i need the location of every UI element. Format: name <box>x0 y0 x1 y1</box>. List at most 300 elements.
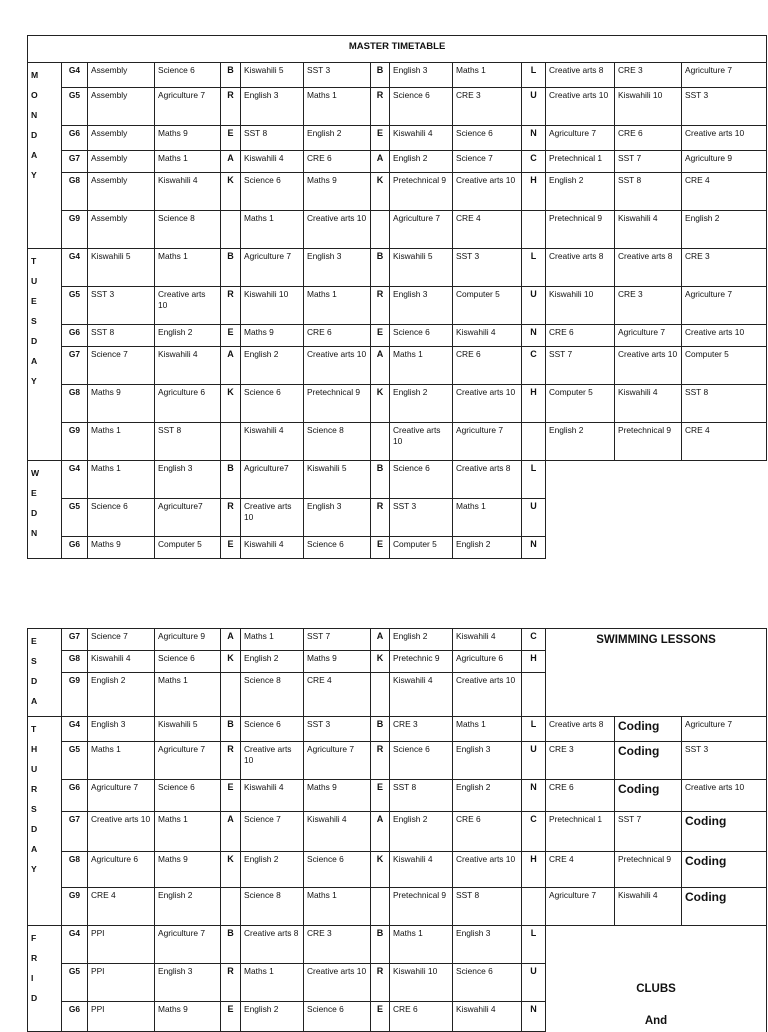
lesson-cell: Kiswahili 4 <box>390 852 453 888</box>
lesson-cell: Science 6 <box>304 852 371 888</box>
lesson-cell: Kiswahili 4 <box>390 673 453 717</box>
timetable-row <box>28 461 767 499</box>
master-timetable-part-1 <box>27 35 767 559</box>
lesson-cell: English 2 <box>390 151 453 173</box>
day-label: E S D A <box>28 629 62 717</box>
lesson-cell: Creative arts 10 <box>682 325 767 347</box>
break-letter-cell: C <box>522 151 546 173</box>
lesson-cell: SST 8 <box>155 423 221 461</box>
break-letter-cell <box>221 423 241 461</box>
break-letter-cell: E <box>221 537 241 559</box>
lesson-cell: Creative arts 8 <box>546 717 615 742</box>
break-letter-cell: R <box>221 742 241 780</box>
lesson-cell: Maths 9 <box>304 173 371 211</box>
break-letter-cell: H <box>522 385 546 423</box>
lesson-cell: Science 6 <box>390 325 453 347</box>
lesson-cell: Kiswahili 4 <box>241 423 304 461</box>
lesson-cell: Science 6 <box>155 651 221 673</box>
break-letter-cell: R <box>371 499 390 537</box>
lesson-cell: Science 6 <box>241 173 304 211</box>
lesson-cell: Creative arts 10 <box>453 673 522 717</box>
lesson-cell: SST 3 <box>682 742 767 780</box>
lesson-cell: SST 8 <box>682 385 767 423</box>
break-letter-cell: N <box>522 1002 546 1032</box>
grade-label: G5 <box>62 287 88 325</box>
lesson-cell: Science 6 <box>390 461 453 499</box>
day-label: M O N D A Y <box>28 63 62 249</box>
lesson-cell: Creative arts 10 <box>88 812 155 852</box>
lesson-cell: Pretechnical 9 <box>390 888 453 926</box>
lesson-cell: Kiswahili 4 <box>615 385 682 423</box>
lesson-cell: Agriculture 7 <box>88 780 155 812</box>
lesson-cell: CRE 6 <box>546 325 615 347</box>
break-letter-cell: A <box>221 347 241 385</box>
lesson-cell: English 2 <box>241 651 304 673</box>
lesson-cell: Agriculture 6 <box>453 651 522 673</box>
lesson-cell: Science 6 <box>88 499 155 537</box>
grade-label: G5 <box>62 499 88 537</box>
grade-label: G8 <box>62 852 88 888</box>
lesson-cell: Kiswahili 4 <box>453 1002 522 1032</box>
lesson-cell: Agriculture 6 <box>155 385 221 423</box>
break-letter-cell: U <box>522 88 546 126</box>
lesson-cell: SST 8 <box>615 173 682 211</box>
break-letter-cell: B <box>371 461 390 499</box>
lesson-cell: SST 7 <box>546 347 615 385</box>
lesson-cell: Science 6 <box>453 964 522 1002</box>
lesson-cell: Science 7 <box>453 151 522 173</box>
lesson-cell: English 2 <box>453 780 522 812</box>
page-title: MASTER TIMETABLE <box>28 36 767 63</box>
lesson-cell: English 3 <box>155 964 221 1002</box>
break-letter-cell: B <box>221 461 241 499</box>
break-letter-cell: E <box>371 780 390 812</box>
break-letter-cell <box>371 423 390 461</box>
lesson-cell: Science 6 <box>241 717 304 742</box>
lesson-cell: English 2 <box>682 211 767 249</box>
coding-cell: Coding <box>615 780 682 812</box>
grade-label: G7 <box>62 629 88 651</box>
grade-label: G7 <box>62 347 88 385</box>
break-letter-cell: C <box>522 812 546 852</box>
break-letter-cell: H <box>522 173 546 211</box>
grade-label: G4 <box>62 717 88 742</box>
break-letter-cell: N <box>522 126 546 151</box>
break-letter-cell <box>221 888 241 926</box>
grade-label: G4 <box>62 249 88 287</box>
swimming-lessons-label: SWIMMING LESSONS <box>546 629 767 717</box>
lesson-cell: Kiswahili 5 <box>88 249 155 287</box>
timetable-row <box>28 211 767 249</box>
lesson-cell: English 3 <box>304 499 371 537</box>
lesson-cell: Agriculture7 <box>155 499 221 537</box>
coding-cell: Coding <box>615 717 682 742</box>
lesson-cell: Kiswahili 10 <box>241 287 304 325</box>
lesson-cell: Creative arts 10 <box>453 385 522 423</box>
lesson-cell: CRE 4 <box>88 888 155 926</box>
lesson-cell: Maths 1 <box>88 461 155 499</box>
break-letter-cell: E <box>371 126 390 151</box>
lesson-cell: CRE 6 <box>304 325 371 347</box>
lesson-cell: English 3 <box>453 742 522 780</box>
lesson-cell: Creative arts 10 <box>241 499 304 537</box>
lesson-cell: Kiswahili 4 <box>304 812 371 852</box>
break-letter-cell: K <box>371 173 390 211</box>
lesson-cell: SST 8 <box>88 325 155 347</box>
lesson-cell: Maths 1 <box>155 151 221 173</box>
lesson-cell: Pretechnical 1 <box>546 151 615 173</box>
lesson-cell: SST 7 <box>304 629 371 651</box>
lesson-cell: Maths 1 <box>453 717 522 742</box>
lesson-cell: Maths 1 <box>453 499 522 537</box>
break-letter-cell: N <box>522 780 546 812</box>
lesson-cell: CRE 6 <box>615 126 682 151</box>
lesson-cell: Kiswahili 4 <box>88 651 155 673</box>
break-letter-cell: C <box>522 629 546 651</box>
lesson-cell: Creative arts 10 <box>241 742 304 780</box>
lesson-cell: Agriculture 7 <box>304 742 371 780</box>
break-letter-cell: L <box>522 249 546 287</box>
lesson-cell: Creative arts 10 <box>453 173 522 211</box>
break-letter-cell: C <box>522 347 546 385</box>
lesson-cell: CRE 3 <box>390 717 453 742</box>
timetable-row <box>28 325 767 347</box>
coding-cell: Coding <box>682 812 767 852</box>
break-letter-cell: U <box>522 287 546 325</box>
grade-label: G9 <box>62 888 88 926</box>
lesson-cell: Kiswahili 10 <box>546 287 615 325</box>
lesson-cell: Kiswahili 10 <box>615 88 682 126</box>
timetable-row <box>28 717 767 742</box>
grade-label: G8 <box>62 385 88 423</box>
lesson-cell: Computer 5 <box>682 347 767 385</box>
lesson-cell: Agriculture 7 <box>546 888 615 926</box>
lesson-cell: Agriculture 7 <box>615 325 682 347</box>
lesson-cell: Kiswahili 4 <box>615 211 682 249</box>
title-row <box>28 36 767 63</box>
lesson-cell: Kiswahili 4 <box>390 126 453 151</box>
grade-label: G4 <box>62 461 88 499</box>
lesson-cell: SST 3 <box>682 88 767 126</box>
lesson-cell: Maths 1 <box>241 211 304 249</box>
coding-cell: Coding <box>615 742 682 780</box>
lesson-cell: English 3 <box>155 461 221 499</box>
day-label: F R I D <box>28 926 62 1032</box>
lesson-cell: Pretechnical 9 <box>304 385 371 423</box>
lesson-cell: Creative arts 10 <box>453 852 522 888</box>
timetable-row <box>28 385 767 423</box>
break-letter-cell: E <box>371 325 390 347</box>
break-letter-cell: R <box>221 964 241 1002</box>
lesson-cell: Maths 1 <box>453 63 522 88</box>
lesson-cell: Assembly <box>88 211 155 249</box>
lesson-cell: English 2 <box>241 852 304 888</box>
lesson-cell: CRE 4 <box>453 211 522 249</box>
lesson-cell: Creative arts 8 <box>546 249 615 287</box>
break-letter-cell: A <box>371 347 390 385</box>
grade-label: G5 <box>62 742 88 780</box>
break-letter-cell: K <box>221 651 241 673</box>
lesson-cell: Agriculture 7 <box>155 926 221 964</box>
timetable-row <box>28 347 767 385</box>
lesson-cell: Kiswahili 5 <box>390 249 453 287</box>
lesson-cell: Science 6 <box>304 1002 371 1032</box>
break-letter-cell: U <box>522 742 546 780</box>
empty-area <box>546 461 767 559</box>
clubs-label: CLUBS And <box>546 926 767 1032</box>
break-letter-cell <box>221 673 241 717</box>
lesson-cell: SST 3 <box>88 287 155 325</box>
grade-label: G9 <box>62 673 88 717</box>
lesson-cell: Agriculture 9 <box>155 629 221 651</box>
lesson-cell: English 2 <box>390 812 453 852</box>
lesson-cell: Computer 5 <box>453 287 522 325</box>
lesson-cell: Kiswahili 4 <box>453 629 522 651</box>
grade-label: G5 <box>62 88 88 126</box>
lesson-cell: Creative arts 8 <box>453 461 522 499</box>
lesson-cell: Maths 1 <box>304 888 371 926</box>
lesson-cell: Assembly <box>88 88 155 126</box>
lesson-cell: English 2 <box>390 385 453 423</box>
lesson-cell: CRE 4 <box>682 423 767 461</box>
grade-label: G7 <box>62 151 88 173</box>
grade-label: G7 <box>62 812 88 852</box>
lesson-cell: English 2 <box>88 673 155 717</box>
lesson-cell: Creative arts 10 <box>682 126 767 151</box>
lesson-cell: Computer 5 <box>546 385 615 423</box>
lesson-cell: Agriculture 6 <box>88 852 155 888</box>
lesson-cell: Assembly <box>88 173 155 211</box>
lesson-cell: Kiswahili 5 <box>304 461 371 499</box>
lesson-cell: Maths 1 <box>88 742 155 780</box>
lesson-cell: Maths 9 <box>155 852 221 888</box>
lesson-cell: Creative arts 10 <box>304 347 371 385</box>
break-letter-cell: K <box>221 852 241 888</box>
lesson-cell: Creative arts 10 <box>304 211 371 249</box>
lesson-cell: English 2 <box>546 423 615 461</box>
grade-label: G4 <box>62 926 88 964</box>
break-letter-cell: H <box>522 852 546 888</box>
lesson-cell: English 3 <box>241 88 304 126</box>
break-letter-cell: R <box>371 742 390 780</box>
lesson-cell: Maths 1 <box>155 673 221 717</box>
lesson-cell: English 2 <box>241 1002 304 1032</box>
break-letter-cell: U <box>522 499 546 537</box>
lesson-cell: Creative arts 10 <box>682 780 767 812</box>
grade-label: G9 <box>62 211 88 249</box>
lesson-cell: Science 6 <box>155 63 221 88</box>
lesson-cell: Science 6 <box>155 780 221 812</box>
lesson-cell: SST 8 <box>241 126 304 151</box>
break-letter-cell: B <box>221 926 241 964</box>
lesson-cell: Maths 1 <box>155 812 221 852</box>
coding-cell: Coding <box>682 852 767 888</box>
grade-label: G8 <box>62 651 88 673</box>
break-letter-cell: K <box>371 385 390 423</box>
lesson-cell: CRE 3 <box>615 287 682 325</box>
break-letter-cell: U <box>522 964 546 1002</box>
lesson-cell: Science 7 <box>88 629 155 651</box>
grade-label: G6 <box>62 325 88 347</box>
break-letter-cell: R <box>221 88 241 126</box>
timetable-row <box>28 88 767 126</box>
lesson-cell: Maths 1 <box>155 249 221 287</box>
lesson-cell: SST 3 <box>304 717 371 742</box>
lesson-cell: Creative arts 10 <box>304 964 371 1002</box>
break-letter-cell: B <box>221 249 241 287</box>
break-letter-cell: B <box>371 63 390 88</box>
lesson-cell: Computer 5 <box>390 537 453 559</box>
lesson-cell: Agriculture7 <box>241 461 304 499</box>
lesson-cell: Science 6 <box>241 385 304 423</box>
lesson-cell: CRE 3 <box>453 88 522 126</box>
break-letter-cell: A <box>221 151 241 173</box>
break-letter-cell <box>522 888 546 926</box>
break-letter-cell: K <box>371 852 390 888</box>
lesson-cell: PPI <box>88 964 155 1002</box>
lesson-cell: Agriculture 7 <box>155 88 221 126</box>
lesson-cell: Science 6 <box>453 126 522 151</box>
lesson-cell: Maths 9 <box>241 325 304 347</box>
lesson-cell: Kiswahili 4 <box>241 151 304 173</box>
break-letter-cell: K <box>221 385 241 423</box>
break-letter-cell: L <box>522 926 546 964</box>
grade-label: G4 <box>62 63 88 88</box>
lesson-cell: CRE 6 <box>546 780 615 812</box>
break-letter-cell: E <box>221 780 241 812</box>
lesson-cell: Science 6 <box>390 742 453 780</box>
break-letter-cell: B <box>371 926 390 964</box>
break-letter-cell <box>371 888 390 926</box>
timetable-row <box>28 852 767 888</box>
lesson-cell: Creative arts 10 <box>615 347 682 385</box>
lesson-cell: SST 8 <box>390 780 453 812</box>
lesson-cell: Kiswahili 4 <box>241 537 304 559</box>
lesson-cell: Kiswahili 5 <box>241 63 304 88</box>
lesson-cell: English 2 <box>546 173 615 211</box>
lesson-cell: Maths 1 <box>241 629 304 651</box>
lesson-cell: CRE 4 <box>304 673 371 717</box>
break-letter-cell: E <box>221 325 241 347</box>
break-letter-cell: E <box>371 537 390 559</box>
lesson-cell: SST 7 <box>615 151 682 173</box>
lesson-cell: English 2 <box>304 126 371 151</box>
lesson-cell: English 3 <box>304 249 371 287</box>
lesson-cell: Maths 9 <box>304 780 371 812</box>
lesson-cell: English 2 <box>453 537 522 559</box>
lesson-cell: Pretechnical 9 <box>615 852 682 888</box>
grade-label: G6 <box>62 1002 88 1032</box>
lesson-cell: Agriculture 7 <box>155 742 221 780</box>
lesson-cell: Kiswahili 4 <box>241 780 304 812</box>
lesson-cell: Maths 9 <box>88 537 155 559</box>
coding-cell: Coding <box>682 888 767 926</box>
lesson-cell: CRE 4 <box>546 852 615 888</box>
lesson-cell: Maths 1 <box>304 88 371 126</box>
lesson-cell: CRE 6 <box>304 151 371 173</box>
day-label: T U E S D A Y <box>28 249 62 461</box>
break-letter-cell: K <box>371 651 390 673</box>
break-letter-cell: L <box>522 717 546 742</box>
lesson-cell: Creative arts 10 <box>155 287 221 325</box>
lesson-cell: English 3 <box>390 287 453 325</box>
timetable-row <box>28 249 767 287</box>
lesson-cell: Maths 1 <box>241 964 304 1002</box>
break-letter-cell: A <box>221 629 241 651</box>
break-letter-cell: E <box>221 1002 241 1032</box>
lesson-cell: CRE 6 <box>453 812 522 852</box>
timetable-row <box>28 151 767 173</box>
timetable-row <box>28 423 767 461</box>
lesson-cell: Pretechnical 1 <box>546 812 615 852</box>
lesson-cell: Science 7 <box>88 347 155 385</box>
lesson-cell: Maths 1 <box>88 423 155 461</box>
lesson-cell: Creative arts 10 <box>390 423 453 461</box>
break-letter-cell: R <box>221 499 241 537</box>
break-letter-cell <box>522 423 546 461</box>
break-letter-cell: A <box>371 812 390 852</box>
grade-label: G6 <box>62 780 88 812</box>
lesson-cell: English 3 <box>390 63 453 88</box>
lesson-cell: Creative arts 8 <box>546 63 615 88</box>
lesson-cell: SST 3 <box>304 63 371 88</box>
break-letter-cell <box>522 211 546 249</box>
lesson-cell: Kiswahili 5 <box>155 717 221 742</box>
lesson-cell: English 2 <box>155 888 221 926</box>
break-letter-cell: N <box>522 537 546 559</box>
lesson-cell: CRE 3 <box>304 926 371 964</box>
lesson-cell: Maths 1 <box>390 347 453 385</box>
lesson-cell: Assembly <box>88 63 155 88</box>
timetable-row <box>28 780 767 812</box>
lesson-cell: Science 7 <box>241 812 304 852</box>
lesson-cell: Kiswahili 4 <box>615 888 682 926</box>
break-letter-cell: A <box>371 151 390 173</box>
timetable-row <box>28 888 767 926</box>
break-letter-cell: B <box>221 717 241 742</box>
break-letter-cell <box>371 673 390 717</box>
lesson-cell: English 3 <box>88 717 155 742</box>
timetable-row <box>28 287 767 325</box>
lesson-cell: SST 8 <box>453 888 522 926</box>
lesson-cell: Creative arts 8 <box>241 926 304 964</box>
lesson-cell: Kiswahili 4 <box>155 173 221 211</box>
lesson-cell: Maths 9 <box>155 1002 221 1032</box>
lesson-cell: Pretechnical 9 <box>615 423 682 461</box>
grade-label: G5 <box>62 964 88 1002</box>
lesson-cell: Agriculture 7 <box>682 287 767 325</box>
break-letter-cell: B <box>221 63 241 88</box>
lesson-cell: PPI <box>88 926 155 964</box>
break-letter-cell: E <box>371 1002 390 1032</box>
timetable-row <box>28 173 767 211</box>
lesson-cell: SST 7 <box>615 812 682 852</box>
lesson-cell: Maths 9 <box>304 651 371 673</box>
lesson-cell: SST 3 <box>390 499 453 537</box>
lesson-cell: Science 8 <box>155 211 221 249</box>
break-letter-cell: R <box>371 964 390 1002</box>
break-letter-cell <box>522 673 546 717</box>
break-letter-cell: K <box>221 173 241 211</box>
lesson-cell: Agriculture 7 <box>241 249 304 287</box>
lesson-cell: Science 8 <box>304 423 371 461</box>
break-letter-cell: A <box>371 629 390 651</box>
lesson-cell: Science 8 <box>241 888 304 926</box>
lesson-cell: SST 3 <box>453 249 522 287</box>
lesson-cell: Pretechnical 9 <box>546 211 615 249</box>
break-letter-cell: B <box>371 249 390 287</box>
day-label: T H U R S D A Y <box>28 717 62 926</box>
